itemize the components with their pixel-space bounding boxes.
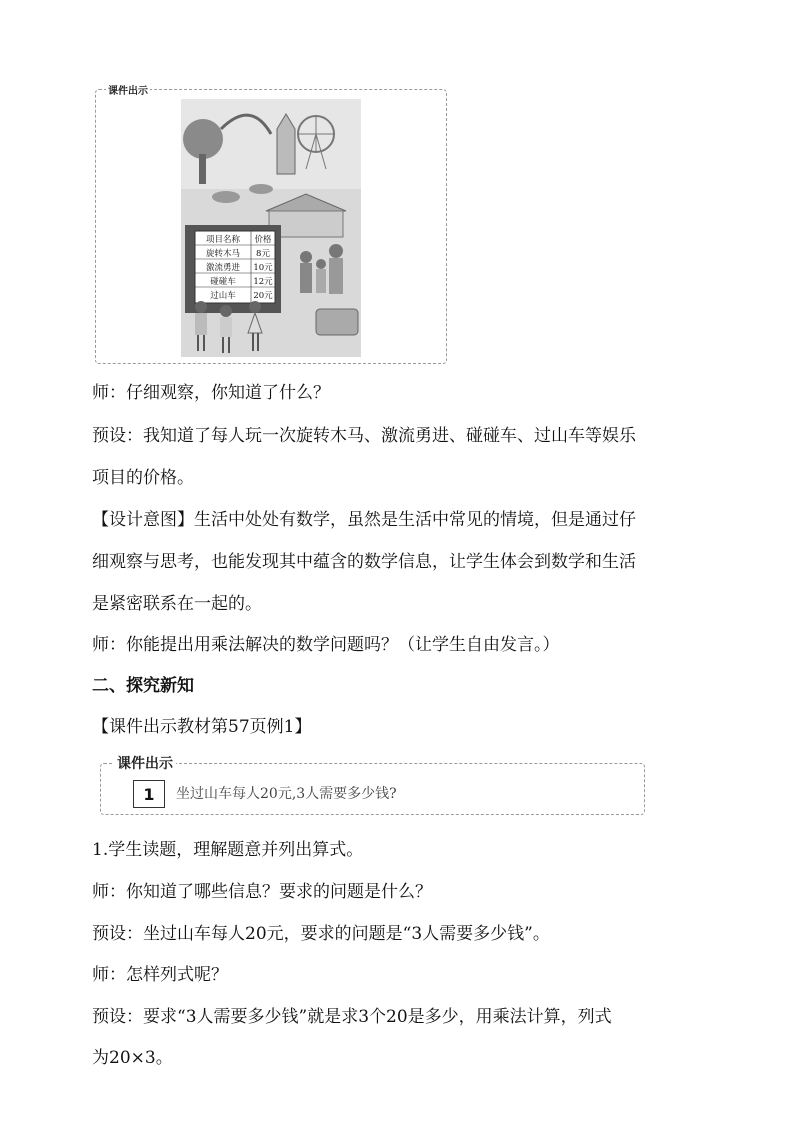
paragraph-line: 师：仔细观察，你知道了什么？ (92, 383, 330, 403)
table-cell: 旋转木马 (205, 249, 241, 259)
paragraph-line: 师：怎样列式呢？ (92, 965, 228, 985)
paragraph-line: 【设计意图】生活中处处有数学，虽然是生活中常见的情境，但是通过仔 (92, 510, 636, 530)
amusement-park-illustration (181, 99, 361, 357)
section-heading: 二、探究新知 (92, 676, 194, 696)
table-cell: 碰碰车 (210, 277, 236, 287)
table-cell: 20元 (253, 291, 273, 301)
paragraph-line: 为20×3。 (92, 1048, 173, 1068)
table-header-price: 价格 (254, 235, 272, 245)
table-cell: 10元 (253, 263, 273, 273)
example-question: 坐过山车每人20元,3人需要多少钱? (176, 786, 397, 802)
paragraph-line: 预设：坐过山车每人20元，要求的问题是“3人需要多少钱”。 (92, 924, 550, 944)
table-cell: 过山车 (210, 291, 236, 301)
paragraph-line: 预设：我知道了每人玩一次旋转木马、激流勇进、碰碰车、过山车等娱乐 (92, 426, 636, 446)
table-cell: 激流勇进 (205, 263, 241, 273)
paragraph-line: 细观察与思考，也能发现其中蕴含的数学信息，让学生体会到数学和生活 (92, 552, 636, 572)
courseware-tag-1: 课件出示 (106, 82, 150, 97)
table-cell: 8元 (256, 249, 270, 259)
example-number: 1 (133, 780, 165, 808)
paragraph-line: 1.学生读题，理解题意并列出算式。 (92, 840, 364, 860)
paragraph-line: 师：你能提出用乘法解决的数学问题吗？（让学生自由发言。） (92, 635, 560, 655)
paragraph-line: 【课件出示教材第57页例1】 (92, 717, 312, 737)
paragraph-line: 预设：要求“3人需要多少钱”就是求3个20是多少，用乘法计算，列式 (92, 1007, 612, 1027)
paragraph-line: 师：你知道了哪些信息？要求的问题是什么？ (92, 882, 432, 902)
paragraph-line: 项目的价格。 (92, 468, 194, 488)
paragraph-line: 是紧密联系在一起的。 (92, 594, 262, 614)
table-header-item: 项目名称 (205, 235, 241, 245)
table-cell: 12元 (253, 277, 273, 287)
courseware-tag-2: 课件出示 (114, 753, 176, 773)
